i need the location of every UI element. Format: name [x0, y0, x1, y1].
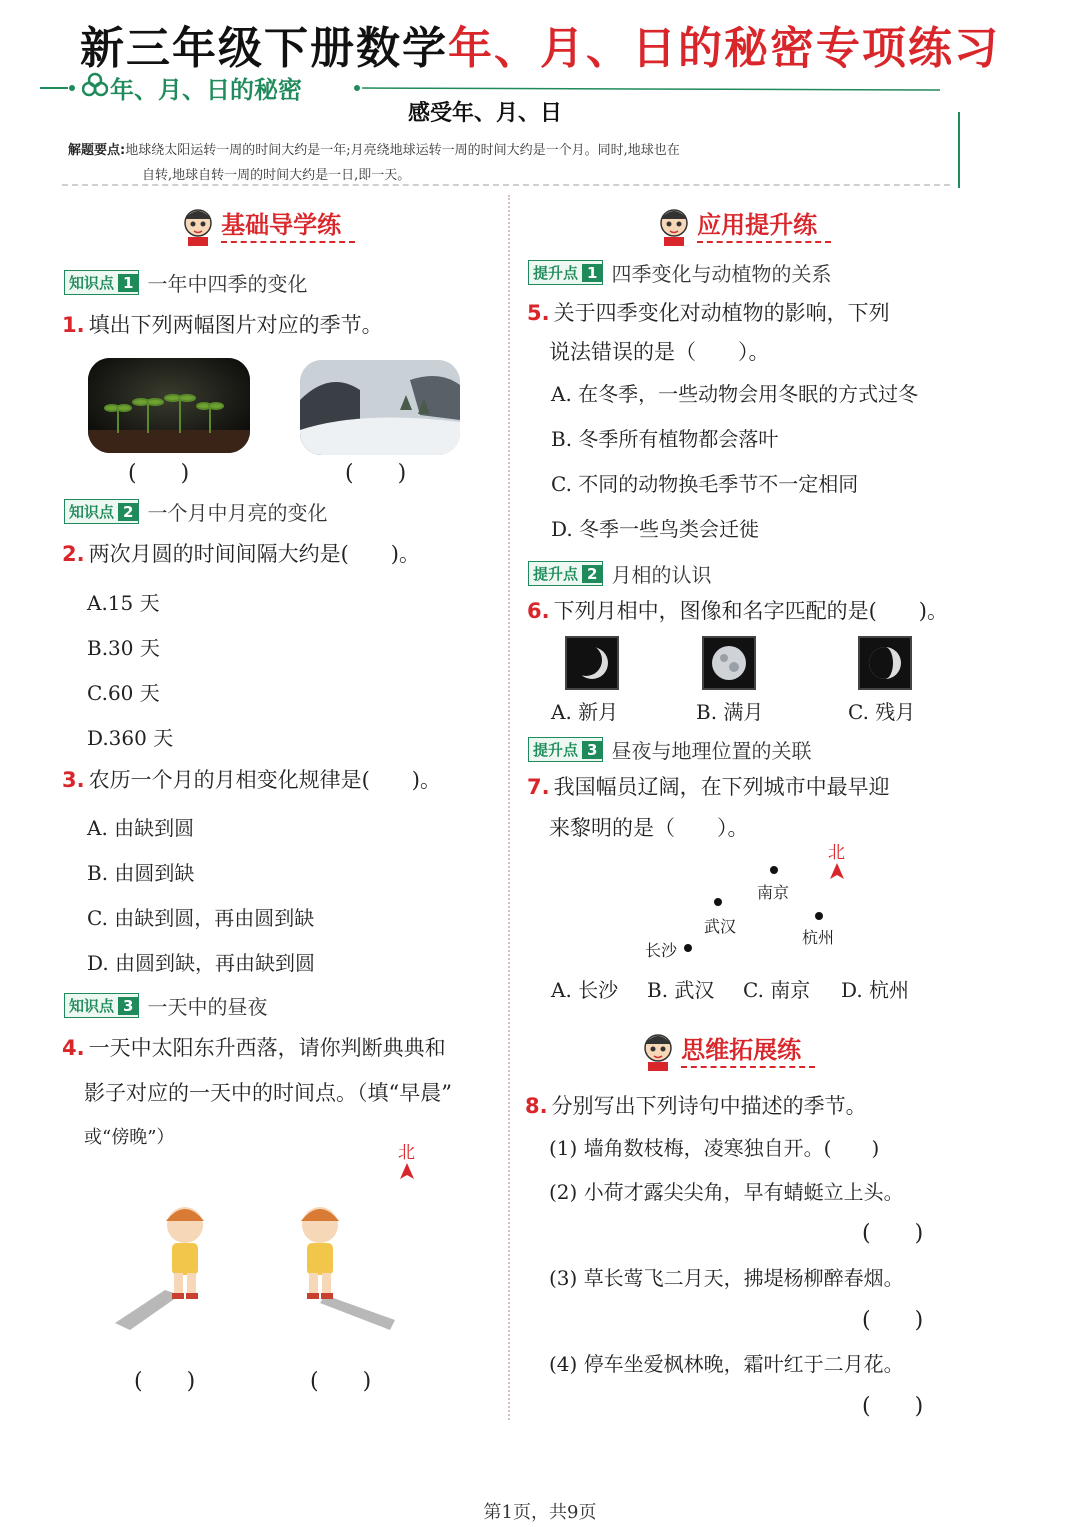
kid-with-shadow-1	[110, 1195, 230, 1335]
answer-blank[interactable]: ( )	[310, 1369, 372, 1394]
option[interactable]: A. 由缺到圆	[87, 816, 195, 840]
spring-seedlings-image	[88, 358, 250, 453]
tp-tag	[528, 737, 603, 762]
option[interactable]: C. 残月	[848, 700, 916, 724]
north-indicator	[828, 838, 845, 884]
right-heading-text: 应用提升练	[697, 211, 831, 243]
tp-tag-label: 提升点	[533, 264, 579, 282]
option[interactable]: D. 杭州	[841, 978, 910, 1002]
question-4-line2: 影子对应的一天中的时间点。（填“早晨”	[84, 1081, 452, 1105]
poem-item: (3) 草长莺飞二月天，拂堤杨柳醉春烟。	[549, 1266, 904, 1290]
upgrade-point-1	[528, 258, 831, 287]
option[interactable]: C. 南京	[743, 978, 811, 1002]
page-footer: 第1页，共9页	[483, 1502, 597, 1523]
question-7	[527, 772, 890, 802]
option[interactable]: A.15 天	[87, 591, 160, 615]
answer-blank[interactable]: ( )	[862, 1221, 924, 1246]
left-heading	[180, 205, 355, 251]
option[interactable]: B. 冬季所有植物都会落叶	[551, 427, 779, 451]
option[interactable]: D.360 天	[87, 726, 174, 750]
question-text: 一天中太阳东升西落，请你判断典典和	[88, 1036, 446, 1060]
tips	[68, 138, 888, 188]
question-number: 2.	[62, 542, 85, 566]
kp-tag-label: 知识点	[69, 274, 115, 292]
tp-tag-num: 3	[582, 741, 602, 759]
knowledge-point-1	[64, 268, 307, 297]
option[interactable]: C. 不同的动物换毛季节不一定相同	[551, 472, 859, 496]
title-red: 年、月、日的秘密专项练习	[448, 23, 1000, 74]
kp-text: 一天中的昼夜	[147, 995, 268, 1019]
option[interactable]: B. 满月	[696, 700, 764, 724]
tp-tag-label: 提升点	[533, 741, 579, 759]
kp-text: 一个月中月亮的变化	[147, 501, 328, 525]
question-1	[62, 310, 383, 340]
question-number: 5.	[527, 301, 550, 325]
kp-tag	[64, 993, 139, 1018]
knowledge-point-3	[64, 991, 267, 1020]
city-dot	[815, 912, 823, 920]
question-text: 分别写出下列诗句中描述的季节。	[551, 1094, 867, 1118]
sub-title: 感受年、月、日	[408, 101, 563, 126]
city-dot	[770, 866, 778, 874]
question-text: 农历一个月的月相变化规律是( )。	[88, 768, 441, 792]
tips-line1: 地球绕太阳运转一周的时间大约是一年;月亮绕地球运转一周的时间大约是一个月。同时,地球也在	[125, 143, 680, 158]
waning-moon-icon	[858, 636, 912, 690]
kp-text: 一年中四季的变化	[147, 272, 308, 296]
question-7-line2: 来黎明的是（ ）。	[549, 816, 749, 840]
city-label: 南京	[757, 883, 790, 902]
tips-label: 解题要点:	[68, 143, 126, 158]
city-label: 杭州	[802, 928, 835, 947]
question-5-line2: 说法错误的是（ ）。	[549, 340, 770, 364]
question-number: 6.	[527, 599, 550, 623]
answer-blank[interactable]: ( )	[128, 461, 190, 486]
question-8	[525, 1091, 867, 1121]
poem-item: (4) 停车坐爱枫林晚，霜叶红于二月花。	[549, 1352, 904, 1376]
tp-tag	[528, 260, 603, 285]
option[interactable]: B. 由圆到缺	[87, 861, 195, 885]
option[interactable]: A. 在冬季，一些动物会用冬眠的方式过冬	[551, 382, 919, 406]
tp-text: 月相的认识	[611, 563, 712, 587]
question-2	[62, 539, 420, 569]
north-label: 北	[828, 843, 845, 863]
section-title	[82, 70, 302, 105]
question-6	[527, 596, 948, 626]
city-dot	[714, 898, 722, 906]
kp-tag-num: 3	[118, 997, 138, 1015]
kp-tag	[64, 499, 139, 524]
question-3	[62, 765, 441, 795]
poem-item: (1) 墙角数枝梅，凌寒独自开。( )	[549, 1136, 880, 1160]
question-text: 填出下列两幅图片对应的季节。	[88, 313, 383, 337]
kid-with-shadow-2	[285, 1195, 405, 1335]
winter-snow-image	[300, 360, 460, 455]
column-divider	[508, 195, 510, 1420]
crescent-moon-icon	[565, 636, 619, 690]
mascot-icon	[640, 1032, 676, 1076]
option[interactable]: B. 武汉	[647, 978, 715, 1002]
question-number: 1.	[62, 313, 85, 337]
city-dot	[684, 944, 692, 952]
question-text: 两次月圆的时间间隔大约是( )。	[88, 542, 420, 566]
question-4-line3: 或“傍晚”）	[84, 1127, 175, 1148]
tp-tag-num: 1	[582, 264, 602, 282]
question-number: 7.	[527, 775, 550, 799]
question-text: 我国幅员辽阔，在下列城市中最早迎	[553, 775, 890, 799]
city-label: 武汉	[704, 917, 737, 936]
option[interactable]: C. 由缺到圆，再由圆到缺	[87, 906, 315, 930]
tp-text: 昼夜与地理位置的关联	[611, 739, 812, 763]
option[interactable]: A. 新月	[551, 700, 619, 724]
title-black: 新三年级下册数学	[80, 23, 448, 74]
tp-tag-num: 2	[582, 565, 602, 583]
kp-tag-num: 1	[118, 274, 138, 292]
upgrade-point-2	[528, 559, 711, 588]
tips-line2: 自转,地球自转一周的时间大约是一日,即一天。	[142, 168, 411, 183]
question-4	[62, 1033, 446, 1063]
option[interactable]: B.30 天	[87, 636, 160, 660]
answer-blank[interactable]: ( )	[862, 1308, 924, 1333]
question-number: 8.	[525, 1094, 548, 1118]
right-heading-2-text: 思维拓展练	[681, 1036, 815, 1068]
question-number: 3.	[62, 768, 85, 792]
poem-item: (2) 小荷才露尖尖角，早有蜻蜓立上头。	[549, 1180, 904, 1204]
answer-blank[interactable]: ( )	[134, 1369, 196, 1394]
upgrade-point-3	[528, 735, 811, 764]
city-label: 长沙	[645, 941, 678, 960]
kp-tag	[64, 270, 139, 295]
answer-blank[interactable]: ( )	[862, 1394, 924, 1419]
question-text: 关于四季变化对动植物的影响，下列	[553, 301, 890, 325]
option[interactable]: A. 长沙	[551, 978, 619, 1002]
left-heading-text: 基础导学练	[221, 211, 355, 243]
knowledge-point-2	[64, 497, 327, 526]
clover-icon	[82, 72, 110, 104]
mascot-icon	[180, 207, 216, 251]
north-label: 北	[398, 1143, 415, 1163]
tp-tag	[528, 561, 603, 586]
answer-blank[interactable]: ( )	[345, 461, 407, 486]
kp-tag-label: 知识点	[69, 997, 115, 1015]
kp-tag-num: 2	[118, 503, 138, 521]
section-title-text: 年、月、日的秘密	[110, 76, 302, 104]
option[interactable]: D. 冬季一些鸟类会迁徙	[551, 517, 760, 541]
question-number: 4.	[62, 1036, 85, 1060]
page-title	[80, 12, 1000, 76]
right-heading-2	[640, 1030, 815, 1076]
right-heading	[656, 205, 831, 251]
tp-text: 四季变化与动植物的关系	[611, 262, 832, 286]
full-moon-icon	[702, 636, 756, 690]
north-indicator	[398, 1138, 415, 1184]
north-arrow-icon	[400, 1163, 414, 1179]
question-5	[527, 298, 890, 328]
option[interactable]: D. 由圆到缺，再由缺到圆	[87, 951, 316, 975]
mascot-icon	[656, 207, 692, 251]
option[interactable]: C.60 天	[87, 681, 160, 705]
tp-tag-label: 提升点	[533, 565, 579, 583]
north-arrow-icon	[830, 863, 844, 879]
kp-tag-label: 知识点	[69, 503, 115, 521]
tips-border-right	[958, 112, 960, 188]
question-text: 下列月相中，图像和名字匹配的是( )。	[553, 599, 948, 623]
